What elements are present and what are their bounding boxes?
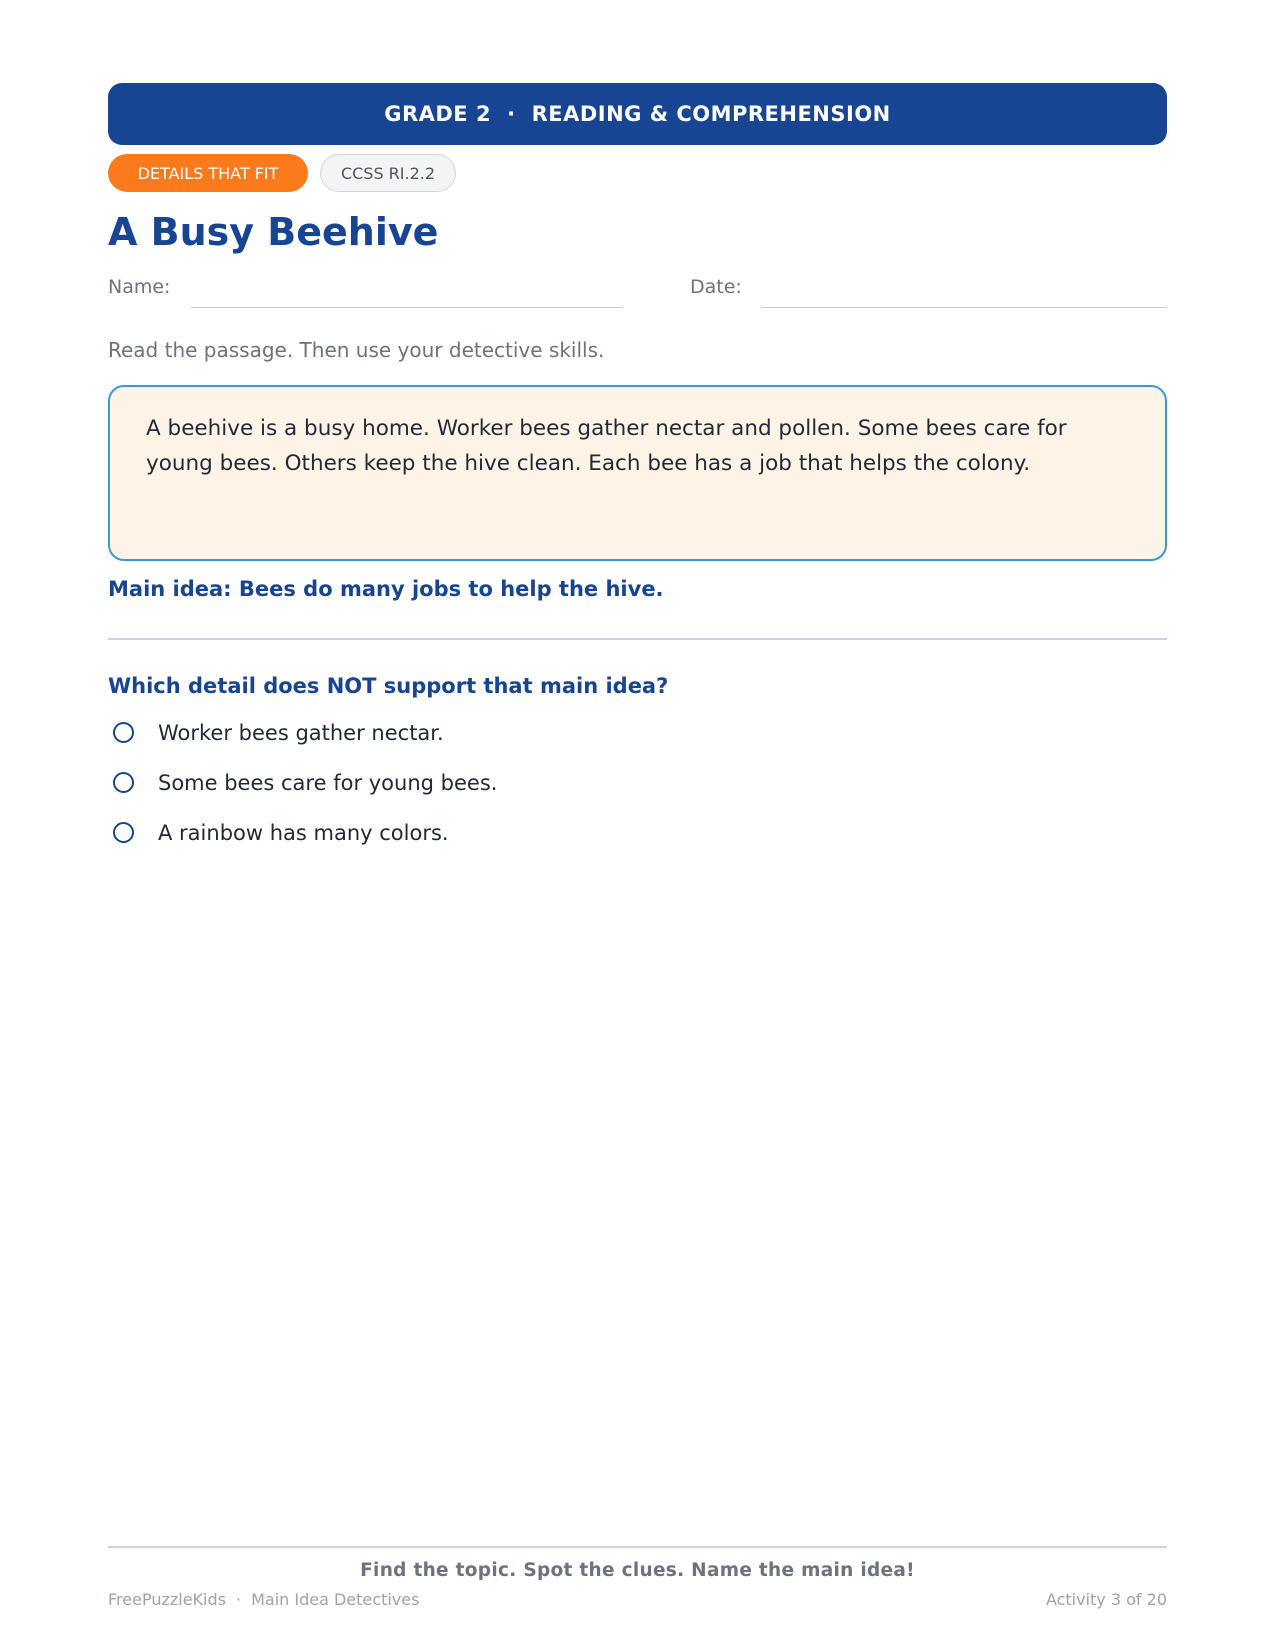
footer-separator: · — [235, 1590, 242, 1609]
date-field[interactable] — [761, 307, 1167, 308]
header-banner — [108, 83, 1167, 145]
footer-source — [108, 1590, 419, 1609]
passage-text: A beehive is a busy home. Worker bees gather nectar and pollen. Some bees care for young bees. Others keep the hive clean. Each bee has a job that helps the colony. — [146, 415, 1067, 476]
activity-counter: Activity 3 of 20 — [1045, 1590, 1167, 1609]
passage-box — [108, 385, 1167, 561]
brand-name: FreePuzzleKids — [108, 1590, 226, 1609]
footer-meta — [108, 1590, 1167, 1609]
name-label: Name: — [108, 275, 171, 298]
answer-options — [108, 708, 1167, 858]
question-text: Which detail does NOT support that main idea? — [108, 673, 669, 698]
date-label: Date: — [690, 275, 742, 298]
footer-divider — [108, 1546, 1167, 1548]
answer-option[interactable] — [108, 708, 1167, 758]
radio-circle-icon[interactable] — [113, 822, 134, 843]
main-idea-text: Main idea: Bees do many jobs to help the hive. — [108, 576, 664, 601]
footer-tagline: Find the topic. Spot the clues. Name the main idea! — [360, 1560, 915, 1581]
radio-circle-icon[interactable] — [113, 722, 134, 743]
subject-label: READING & COMPREHENSION — [531, 102, 891, 126]
name-field[interactable] — [191, 307, 623, 308]
header-separator: · — [507, 102, 516, 126]
skill-tag: DETAILS THAT FIT — [108, 154, 308, 192]
worksheet-title: A Busy Beehive — [108, 210, 439, 254]
option-label: Worker bees gather nectar. — [158, 720, 444, 745]
radio-circle-icon[interactable] — [113, 772, 134, 793]
standard-tag: CCSS RI.2.2 — [320, 154, 456, 192]
page-footer — [108, 1546, 1167, 1609]
answer-option[interactable] — [108, 808, 1167, 858]
section-divider — [108, 638, 1167, 640]
option-label: A rainbow has many colors. — [158, 820, 449, 845]
instructions-text: Read the passage. Then use your detective skills. — [108, 337, 605, 362]
series-name: Main Idea Detectives — [251, 1590, 420, 1609]
name-date-fields — [108, 276, 1167, 316]
option-label: Some bees care for young bees. — [158, 770, 498, 795]
grade-label: GRADE 2 — [384, 102, 492, 126]
tag-row — [108, 154, 1167, 192]
answer-option[interactable] — [108, 758, 1167, 808]
worksheet-page — [108, 83, 1167, 858]
